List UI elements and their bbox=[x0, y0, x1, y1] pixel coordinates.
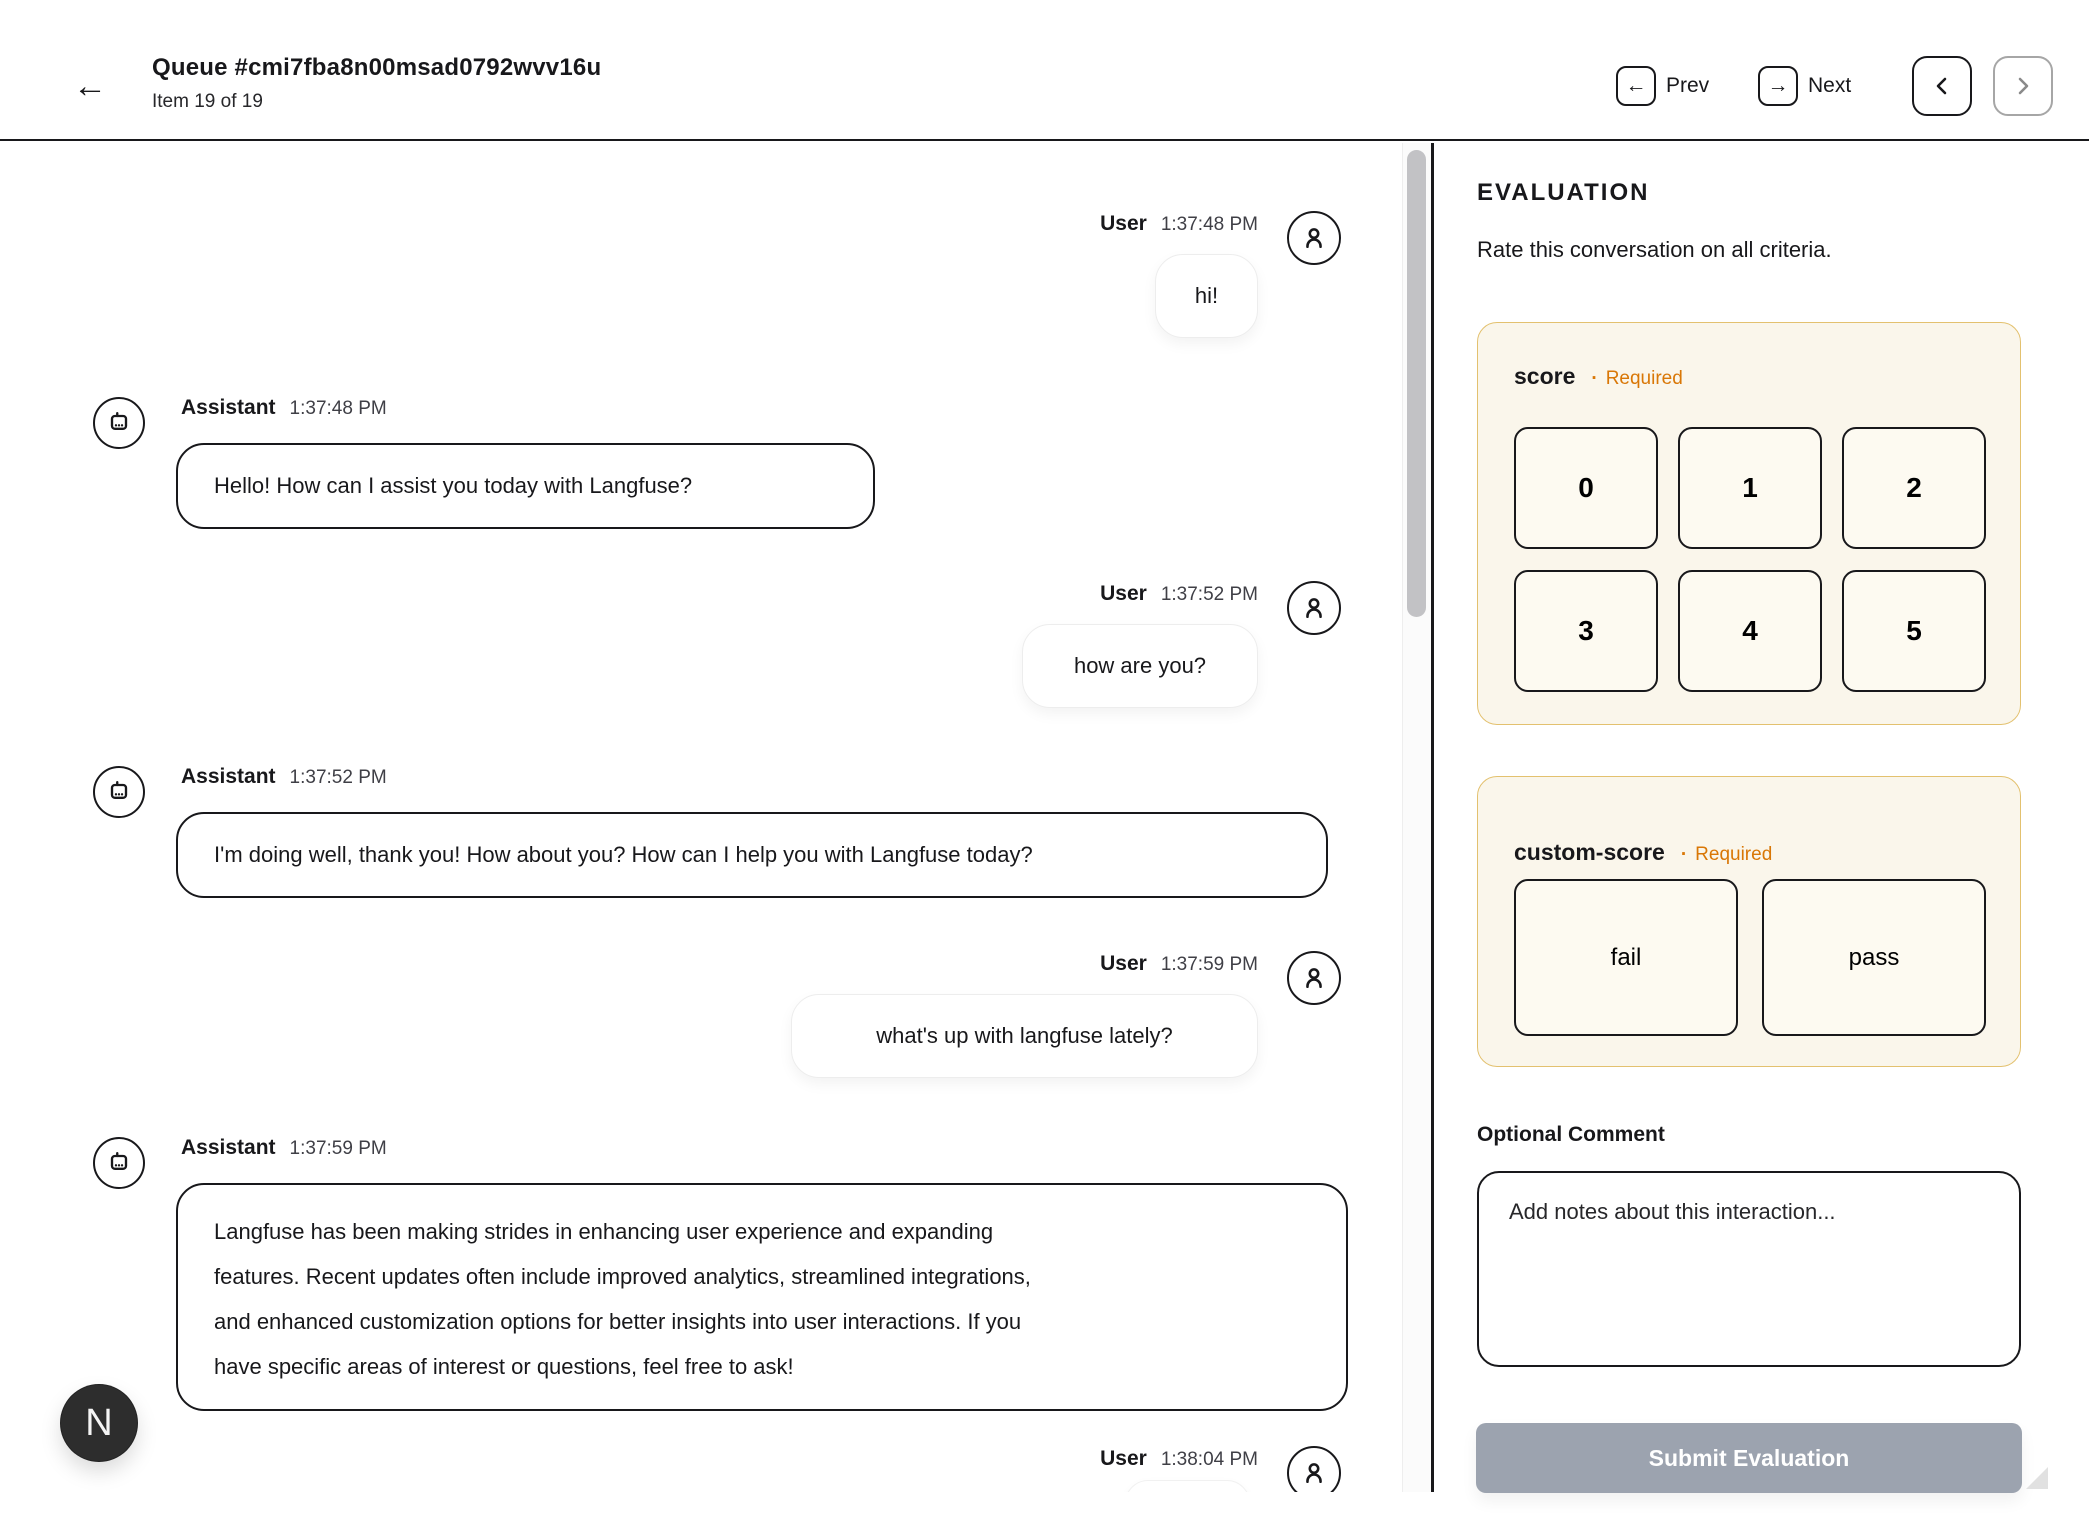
page-prev-button[interactable] bbox=[1912, 56, 1972, 116]
arrow-right-icon: → bbox=[1767, 74, 1789, 97]
timestamp: 1:37:52 PM bbox=[1160, 584, 1258, 605]
avatar bbox=[93, 766, 145, 818]
score-option-0[interactable]: 0 bbox=[1514, 427, 1658, 549]
evaluation-panel bbox=[1435, 143, 2089, 1492]
comment-textarea[interactable] bbox=[1477, 1171, 2021, 1367]
bot-icon bbox=[105, 778, 133, 806]
dev-badge[interactable] bbox=[61, 1385, 137, 1461]
message-who bbox=[1100, 951, 1258, 977]
comment-label: Optional Comment bbox=[1477, 1123, 1665, 1146]
arrow-left-icon: ← bbox=[73, 66, 107, 105]
message-bubble bbox=[1022, 624, 1258, 708]
message-bubble bbox=[176, 443, 875, 529]
chevron-left-icon bbox=[1930, 74, 1954, 98]
bot-icon bbox=[105, 409, 133, 437]
message-bubble bbox=[176, 1183, 1348, 1411]
role-label: User bbox=[1100, 1447, 1147, 1470]
prev-label: Prev bbox=[1666, 74, 1710, 97]
header bbox=[0, 0, 2089, 141]
message-text: I'm doing well, thank you! How about you? How can I help you with Langfuse today? bbox=[214, 842, 1033, 867]
message-who bbox=[1100, 211, 1258, 237]
role-label: Assistant bbox=[181, 765, 276, 788]
resize-grip-icon bbox=[2026, 1467, 2048, 1489]
timestamp: 1:37:52 PM bbox=[289, 767, 387, 788]
criterion-name: score bbox=[1514, 363, 1576, 389]
message-bubble-cutoff bbox=[1125, 1480, 1250, 1492]
timestamp: 1:37:48 PM bbox=[289, 398, 387, 419]
score-option-4[interactable]: 4 bbox=[1678, 570, 1822, 692]
timestamp: 1:37:48 PM bbox=[1160, 214, 1258, 235]
timestamp: 1:37:59 PM bbox=[289, 1138, 387, 1159]
fail-option-button[interactable]: fail bbox=[1514, 879, 1738, 1036]
message-who bbox=[181, 1135, 387, 1161]
queue-item-counter: Item 19 of 19 bbox=[152, 91, 263, 112]
score-option-2[interactable]: 2 bbox=[1842, 427, 1986, 549]
message-text: Hello! How can I assist you today with Langfuse? bbox=[214, 473, 693, 498]
message-who bbox=[1100, 581, 1258, 607]
score-options-grid bbox=[1514, 427, 1986, 692]
message-text: hi! bbox=[1194, 283, 1219, 308]
role-label: User bbox=[1100, 212, 1147, 235]
user-icon bbox=[1300, 224, 1328, 252]
message-text: how are you? bbox=[1073, 653, 1207, 678]
message-bubble bbox=[791, 994, 1258, 1078]
arrow-left-icon: ← bbox=[1625, 74, 1647, 97]
criterion-card-custom-score bbox=[1477, 776, 2021, 1067]
criterion-name: custom-score bbox=[1514, 839, 1665, 865]
page-next-button[interactable] bbox=[1993, 56, 2053, 116]
bot-icon bbox=[105, 1149, 133, 1177]
avatar bbox=[93, 1137, 145, 1189]
role-label: Assistant bbox=[181, 1136, 276, 1159]
next-label: Next bbox=[1808, 74, 1852, 97]
back-button[interactable] bbox=[66, 62, 114, 110]
avatar bbox=[1287, 1446, 1341, 1492]
pane-divider bbox=[1431, 143, 1434, 1492]
role-label: User bbox=[1100, 952, 1147, 975]
required-badge: · Required bbox=[1681, 844, 1772, 866]
evaluation-heading: EVALUATION bbox=[1477, 179, 1650, 206]
custom-score-options bbox=[1514, 879, 1986, 1036]
criterion-header bbox=[1514, 363, 1683, 390]
pass-option-button[interactable]: pass bbox=[1762, 879, 1986, 1036]
message-text: what's up with langfuse lately? bbox=[876, 1023, 1173, 1048]
timestamp: 1:38:04 PM bbox=[1160, 1449, 1258, 1470]
queue-title-block bbox=[152, 54, 601, 113]
score-option-1[interactable]: 1 bbox=[1678, 427, 1822, 549]
message-text-line: have specific areas of interest or questions, feel free to ask! bbox=[214, 1354, 794, 1379]
message-text-line: Langfuse has been making strides in enhancing user experience and expanding bbox=[214, 1219, 994, 1244]
avatar bbox=[1287, 951, 1341, 1005]
message-who bbox=[181, 395, 387, 421]
user-icon bbox=[1300, 1459, 1328, 1487]
prev-button[interactable] bbox=[1616, 66, 1656, 106]
user-icon bbox=[1300, 964, 1328, 992]
score-option-5[interactable]: 5 bbox=[1842, 570, 1986, 692]
submit-evaluation-button[interactable]: Submit Evaluation bbox=[1476, 1423, 2022, 1493]
message-text-line: and enhanced customization options for better insights into user interactions. If you bbox=[214, 1309, 1022, 1334]
avatar bbox=[1287, 211, 1341, 265]
criterion-header bbox=[1514, 839, 1772, 866]
role-label: User bbox=[1100, 582, 1147, 605]
avatar bbox=[1287, 581, 1341, 635]
chevron-right-icon bbox=[2011, 74, 2035, 98]
message-who bbox=[181, 764, 387, 790]
next-button[interactable] bbox=[1758, 66, 1798, 106]
message-who bbox=[1100, 1446, 1258, 1472]
queue-title: Queue #cmi7fba8n00msad0792wvv16u bbox=[152, 54, 602, 81]
role-label: Assistant bbox=[181, 396, 276, 419]
score-option-3[interactable]: 3 bbox=[1514, 570, 1658, 692]
message-bubble bbox=[1155, 254, 1258, 338]
avatar bbox=[93, 397, 145, 449]
scrollbar-thumb[interactable] bbox=[1407, 150, 1426, 617]
dev-badge-letter: N bbox=[85, 1401, 113, 1444]
criterion-card-score bbox=[1477, 322, 2021, 725]
message-text-line: features. Recent updates often include improved analytics, streamlined integrations, bbox=[214, 1264, 1031, 1289]
user-icon bbox=[1300, 594, 1328, 622]
required-badge: · Required bbox=[1591, 368, 1682, 390]
conversation-pane bbox=[0, 143, 1402, 1492]
evaluation-instruction: Rate this conversation on all criteria. bbox=[1477, 237, 1832, 262]
message-bubble bbox=[176, 812, 1328, 898]
timestamp: 1:37:59 PM bbox=[1160, 954, 1258, 975]
